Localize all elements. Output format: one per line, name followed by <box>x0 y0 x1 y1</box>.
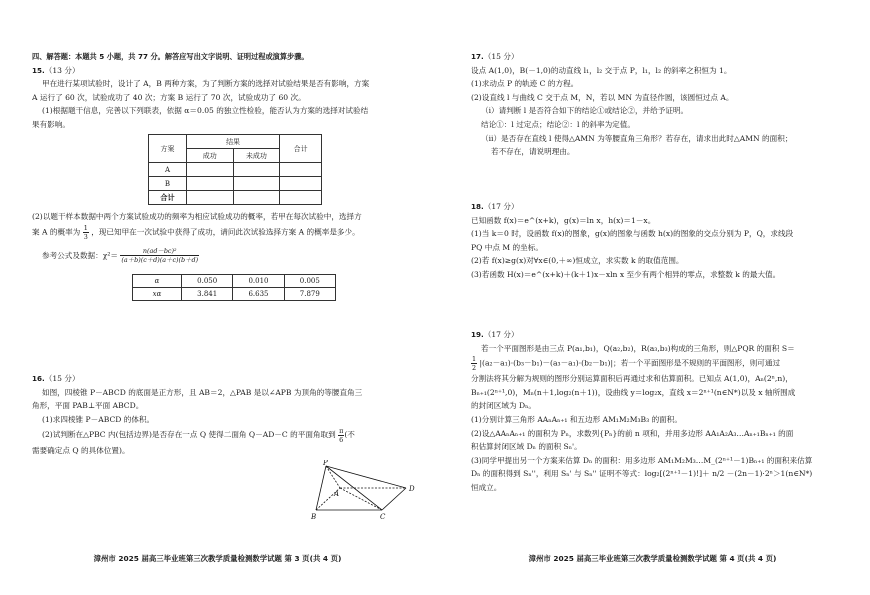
q18-line-2: (1)当 k＝0 时，设函数 f(x)的图象，g(x)的图象与函数 h(x)的图象的交点分别为 P，Q，求线段 <box>471 229 794 239</box>
edge-ac <box>340 488 382 510</box>
q16-part2-text-b: (不 <box>344 430 355 440</box>
q16-line-2: 角形，平面 PAB⊥平面 ABCD。 <box>32 401 144 411</box>
section-header: 四、解答题：本题共 5 小题，共 77 分。解答应写出文字说明、证明过程或演算步骤。 <box>32 52 309 61</box>
q15-part2-block <box>32 210 421 265</box>
q15-fraction: $\frac{1}{3}$ <box>83 223 88 241</box>
q16-block <box>32 372 421 457</box>
q16-part2-line-2: 需要确定点 Q 的具体位置)。 <box>32 445 130 455</box>
q19-line-2 <box>471 355 848 372</box>
q16-part2-text-a: (2)试判断在△PBC 内(包括边界)是否存在一点 Q 使得二面角 Q－AD－C 的平面角取到 <box>42 430 336 440</box>
q18-line-1: 已知函数 f(x)＝e^(x+k)，g(x)＝ln x，h(x)＝1－x。 <box>471 215 656 225</box>
table-row <box>149 177 322 191</box>
ref-alpha-3: 0.005 <box>284 275 335 288</box>
label-p: P <box>323 460 328 467</box>
edge-cd <box>382 488 406 510</box>
q16-line-3: (1)求四棱锥 P－ABCD 的体积。 <box>42 414 155 424</box>
ref-alpha-1: 0.050 <box>182 275 233 288</box>
label-d: D <box>409 485 415 493</box>
q17-line-1: 设点 A(1,0)，B(－1,0)的动直线 l₁，l₂ 交于点 P，l₁，l₂ 的斜率之积恒为 1。 <box>471 65 732 75</box>
q16-part2-line <box>32 426 421 444</box>
q16-line-1: 如图，四棱锥 P－ABCD 的底面是正方形，且 AB＝2，△PAB 是以∠APB 为顶角的等腰直角三 <box>42 387 363 397</box>
q19-line-11: 恒成立。 <box>471 482 502 492</box>
reference-label: 参考公式及数据：χ²＝ <box>42 250 118 260</box>
table-header-success: 成功 <box>186 149 233 163</box>
q17-line-2: (1)求动点 P 的轨迹 C 的方程。 <box>471 79 579 89</box>
q19-heading <box>471 328 848 342</box>
q15-part2-text-b: ，现已知甲在一次试验中获得了成功，请问此次试验选择方案 A 的概率是多少。 <box>91 227 360 237</box>
ref-x-1: 3.841 <box>182 288 233 301</box>
edge-pb <box>316 466 326 510</box>
q19-line-6: (1)分别计算三角形 AAₙAₙ₊₁ 和五边形 AM₁M₂M₃B₃ 的面积。 <box>471 414 682 424</box>
ref-x-label: xα <box>133 288 182 301</box>
q15-part2-line-2 <box>32 224 421 241</box>
q15-score: （13 分） <box>44 65 80 75</box>
q17-score: （15 分） <box>483 52 519 61</box>
q19-line-5: 的封闭区域为 Dₙ。 <box>471 401 536 411</box>
q19-line-7: (2)设△AAₙAₙ₊₁ 的面积为 Pₙ，求数列{Pₙ}的前 n 项和，并用多边形 AA₁A₂A₃…Aₙ₊₁Bₙ₊₁ 的面 <box>471 428 794 438</box>
q15-line-1: 甲在进行某项试验时，设计了 A，B 两种方案，为了判断方案的选择对试验结果是否有影响，方案 <box>42 79 370 89</box>
q17-line-3: (2)设直线 l 与曲线 C 交于点 M，N，若以 MN 为直径作圆，该圆恒过点 A。 <box>471 92 734 102</box>
q15-line-2: A 运行了 60 次，试验成功了 40 次；方案 B 运行了 70 次，试验成功了 60 次。 <box>32 92 306 102</box>
q17-line-5: 结论①：l 过定点；结论②：l 的斜率为定值。 <box>481 119 635 129</box>
table-header-result: 结果 <box>186 135 279 149</box>
q19-score: （17 分） <box>483 330 519 339</box>
q15-number: 15. <box>32 65 45 75</box>
page-footer-left: 漳州市 2025 届高三毕业班第三次教学质量检测数学试题 第 3 页(共 4 页) <box>93 554 342 563</box>
q15-line-3: (1)根据题干信息，完善以下列联表，依据 α＝0.05 的独立性检验，能否认为方案的选择对试验结 <box>42 106 369 116</box>
q15-line-4: 果有影响。 <box>32 119 70 129</box>
table-header-total: 合计 <box>280 135 322 163</box>
table-row <box>133 288 336 301</box>
label-c: C <box>380 513 386 521</box>
q18-line-5: (3)若函数 H(x)＝e^(x+k)＋(k＋1)x－xln x 至少有两个相异的零点，求整数 k 的最大值。 <box>471 269 781 279</box>
q16-fraction: $\frac{\pi}{6}$ <box>339 426 344 444</box>
q19-fraction: $\frac{1}{2}$ <box>472 355 477 373</box>
q19-line-4: Bₙ₊₁(2ⁿ⁺¹,0)，Mₙ(n＋1,log₂(n＋1))，设曲线 y＝log₂x，直线 x＝2ⁿ⁺¹(n∈N*)以及 x 轴所围成 <box>471 387 796 397</box>
q19-line-3: 分割法将其分解为规则的图形分别运算面积后再通过求和估算面积。已知点 A(1,0)，Aₙ(2ⁿ,n)， <box>471 374 793 384</box>
q18-block <box>471 200 848 282</box>
label-b: B <box>311 513 317 521</box>
q18-number: 18. <box>471 202 484 211</box>
table-header-scheme: 方案 <box>149 135 187 163</box>
ref-alpha-label: α <box>133 275 182 288</box>
right-page <box>435 0 870 595</box>
q15-part2-line-1: (2)以题干样本数据中两个方案试验成功的频率为相应试验成功的概率，若甲在每次试验中，选择方 <box>32 212 362 221</box>
q16-score: （15 分） <box>44 374 80 383</box>
q16-number: 16. <box>32 374 45 383</box>
q18-score: （17 分） <box>483 202 519 211</box>
q19-line-1: 若一个平面图形是由三点 P(a₁,b₁)，Q(a₂,b₂)，R(a₃,b₃)构成的三角形，则△PQR 的面积 S＝ <box>481 343 795 353</box>
q15-part2-text-a: 案 A 的概率为 <box>32 227 81 237</box>
chi-square-formula: $\frac{\text{n(ad－bc)²}}{(a+b)(c+d)(a+c)(b+d)}$ <box>121 247 199 265</box>
q17-number: 17. <box>471 52 484 61</box>
contingency-table <box>148 134 322 205</box>
q19-line-8: 积估算封闭区域 Dₙ 的面积 Sₙ'。 <box>471 442 582 452</box>
q17-line-6: （ii）是否存在直线 l 使得△AMN 为等腰直角三角形？若存在，请求出此时△AMN 的面积； <box>481 133 793 143</box>
q15-heading <box>32 64 421 78</box>
table-row <box>149 191 322 205</box>
table-row <box>149 163 322 177</box>
table-row-label-a: A <box>149 163 187 177</box>
ref-alpha-2: 0.010 <box>233 275 284 288</box>
q17-block <box>471 50 848 159</box>
q16-heading <box>32 372 421 386</box>
ref-x-2: 6.635 <box>233 288 284 301</box>
q19-line-2-text: |(a₂－a₁)·(b₃－b₁)－(a₃－a₁)·(b₂－b₁)|；若一个平面图形是不规则的平面图形，则可通过 <box>479 358 781 368</box>
q17-heading <box>471 50 848 64</box>
table-row-label-b: B <box>149 177 187 191</box>
label-a: A <box>334 490 340 498</box>
pyramid-figure <box>306 460 426 524</box>
section-header-block <box>32 50 421 132</box>
page-footer-right: 漳州市 2025 届高三毕业班第三次教学质量检测数学试题 第 4 页(共 4 页) <box>528 554 777 563</box>
ref-x-3: 7.879 <box>284 288 335 301</box>
q18-line-4: (2)若 f(x)≥g(x)对∀x∈(0,＋∞)恒成立，求实数 k 的取值范围。 <box>471 256 684 266</box>
q19-block <box>471 328 848 495</box>
q18-line-3: PQ 中点 M 的坐标。 <box>471 242 543 252</box>
q19-number: 19. <box>471 330 484 339</box>
table-row <box>133 275 336 288</box>
q17-line-4: （i）请判断 l 是否符合如下的结论①或结论②，并给予证明。 <box>481 106 689 116</box>
table-header-fail: 未成功 <box>233 149 280 163</box>
q15-reference-formula <box>32 247 421 265</box>
q19-line-10: Dₙ 的面积得到 Sₙ''，利用 Sₙ' 与 Sₙ'' 证明不等式：log₂[(2ⁿ⁺¹－1)!]＋ n/2 －(2n－1)·2ⁿ＞1(n∈N*) <box>471 469 813 479</box>
q17-line-7: 若不存在，请说明理由。 <box>491 147 575 157</box>
table-row-label-total: 合计 <box>149 191 187 205</box>
reference-table <box>132 274 336 301</box>
q18-heading <box>471 200 848 214</box>
q19-line-9: (3)同学甲提出另一个方案来估算 Dₙ 的面积：用多边形 AM₁M₂M₃…M_(2ⁿ⁺¹－1)Bₙ₊₁ 的面积来估算 <box>471 455 813 465</box>
